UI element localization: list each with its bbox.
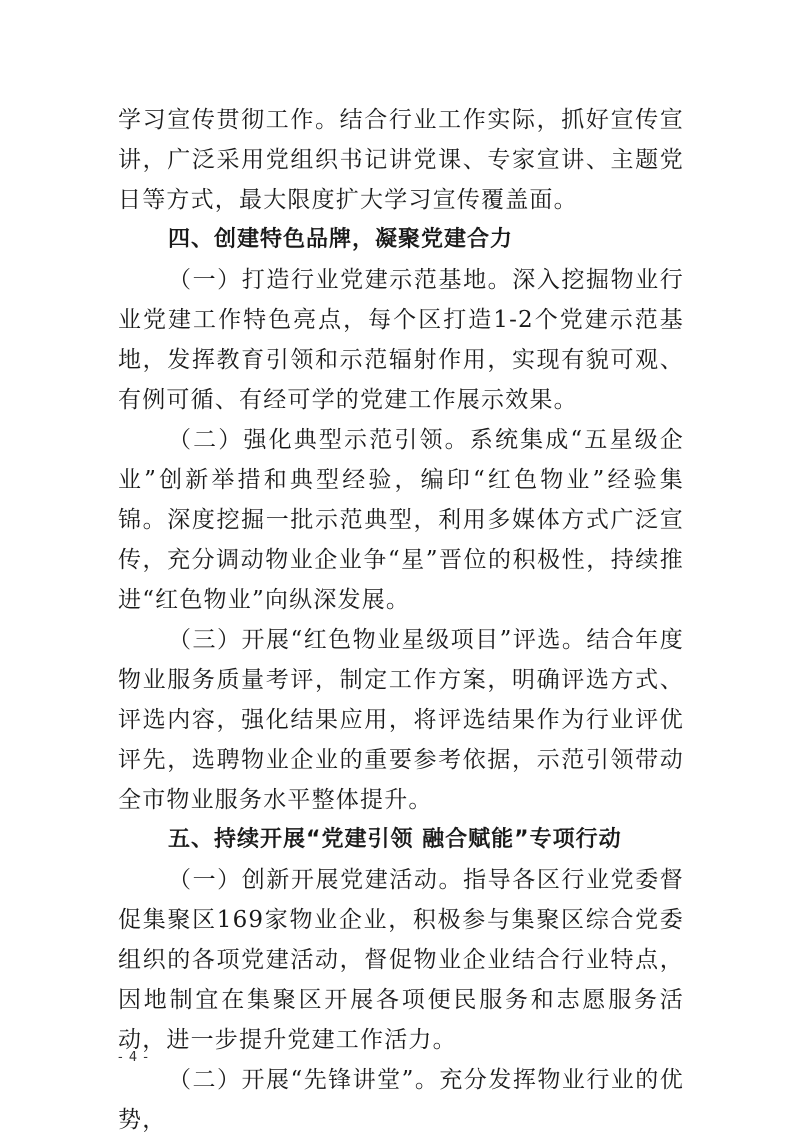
section-heading-4: 四、创建特色品牌，凝聚党建合力 (168, 227, 514, 252)
page-number: - 4 - (118, 1050, 149, 1065)
section-heading-5: 五、持续开展“党建引领 融合赋能”专项行动 (168, 827, 622, 852)
paragraph-continuation: 学习宣传贯彻工作。结合行业工作实际，抓好宣传宣讲，广泛采用党组织书记讲党课、专家宣讲、主题党日等方式，最大限度扩大学习宣传覆盖面。 (118, 107, 684, 213)
document-body (118, 100, 684, 1140)
paragraph-4-2: （二）强化典型示范引领。系统集成“五星级企业”创新举措和典型经验，编印“红色物业”经验集锦。深度挖掘一批示范典型，利用多媒体方式广泛宣传，充分调动物业企业争“星”晋位的积极性，持续推进“红色物业”向纵深发展。 (118, 427, 684, 613)
paragraph-4-1: （一）打造行业党建示范基地。深入挖掘物业行业党建工作特色亮点，每个区打造1-2个党建示范基地，发挥教育引领和示范辐射作用，实现有貌可观、有例可循、有经可学的党建工作展示效果。 (118, 267, 684, 413)
paragraph-5-2: （二）开展“先锋讲堂”。充分发挥物业行业的优势， (118, 1067, 684, 1133)
paragraph-4-3: （三）开展“红色物业星级项目”评选。结合年度物业服务质量考评，制定工作方案，明确评选方式、评选内容，强化结果应用，将评选结果作为行业评优评先，选聘物业企业的重要参考依据，示范引领带动全市物业服务水平整体提升。 (118, 627, 684, 813)
paragraph-5-1: （一）创新开展党建活动。指导各区行业党委督促集聚区169家物业企业，积极参与集聚区综合党委组织的各项党建活动，督促物业企业结合行业特点，因地制宜在集聚区开展各项便民服务和志愿服务活动，进一步提升党建工作活力。 (118, 867, 684, 1053)
